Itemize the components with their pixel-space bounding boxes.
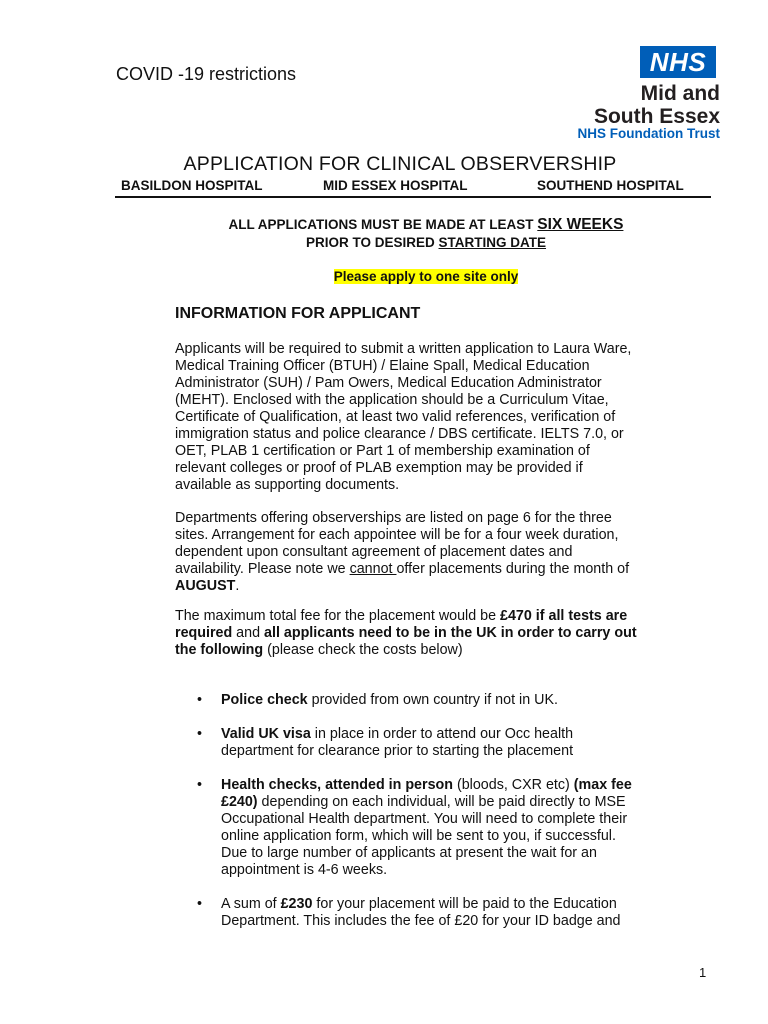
paragraph-line: relevant colleges or proof of PLAB exemption may be provided if <box>175 460 583 476</box>
logo-org-line1: Mid and <box>640 82 720 105</box>
paragraph-line <box>175 578 695 595</box>
text-run-bold: the following <box>175 642 264 658</box>
nhs-badge: NHS <box>640 46 716 78</box>
fee-paragraph <box>175 608 695 659</box>
title-divider <box>115 196 711 198</box>
apply-one-site-note: Please apply to one site only <box>333 269 519 284</box>
list-item-line <box>221 896 695 913</box>
deadline-prefix-2: PRIOR TO DESIRED <box>305 235 439 250</box>
paragraph-line <box>175 561 695 578</box>
text-run: A sum of <box>221 896 281 912</box>
paragraph-line: Administrator (SUH) / Pam Owers, Medical Education Administrator <box>175 375 602 391</box>
deadline-notice-line1 <box>0 216 768 234</box>
list-item-line <box>221 726 695 743</box>
paragraph-line <box>175 625 695 642</box>
paragraph-line: Applicants will be required to submit a written application to Laura Ware, <box>175 341 632 357</box>
application-requirements-paragraph <box>175 341 695 494</box>
logo-org-line2: South Essex <box>593 105 720 128</box>
list-item-line: Department. This includes the fee of £20 for your ID badge and <box>221 913 621 929</box>
text-run-bold: required <box>175 625 233 641</box>
list-item <box>175 896 695 930</box>
text-run: (please check the costs below) <box>263 642 463 658</box>
requirements-list <box>175 692 695 947</box>
august-emphasis: AUGUST <box>175 578 236 594</box>
apply-note-wrapper <box>0 268 768 286</box>
covid-restrictions-label: COVID -19 restrictions <box>116 64 297 84</box>
starting-date-emphasis: STARTING DATE <box>438 235 547 250</box>
paragraph-line: Certificate of Qualification, at least two valid references, verification of <box>175 409 616 425</box>
paragraph-line: available as supporting documents. <box>175 477 400 493</box>
list-item <box>175 777 695 879</box>
document-title: APPLICATION FOR CLINICAL OBSERVERSHIP <box>183 153 617 175</box>
departments-paragraph <box>175 510 695 595</box>
police-check-label: Police check <box>221 692 308 708</box>
paragraph-line: immigration status and police clearance / DBS certificate. IELTS 7.0, or <box>175 426 624 442</box>
hospital-southend: SOUTHEND HOSPITAL <box>537 178 684 193</box>
list-item-line <box>221 692 695 709</box>
paragraph-line: (MEHT). Enclosed with the application should be a Curriculum Vitae, <box>175 392 609 408</box>
uk-requirement-emphasis: all applicants need to be in the UK in order to carry out <box>264 625 637 641</box>
text-run: availability. Please note we <box>175 561 350 577</box>
list-item-line: department for clearance prior to starting the placement <box>221 743 574 759</box>
hospital-basildon: BASILDON HOSPITAL <box>121 178 263 193</box>
list-item <box>175 726 695 760</box>
paragraph-line: OET, PLAB 1 certification or Part 1 of membership examination of <box>175 443 590 459</box>
hospital-mid-essex: MID ESSEX HOSPITAL <box>323 178 468 193</box>
list-item-line: Due to large number of applicants at present the wait for an <box>221 845 597 861</box>
deadline-notice-line2 <box>0 235 768 250</box>
paragraph-line <box>175 642 695 659</box>
placement-fee-amount: £230 <box>280 896 313 912</box>
six-weeks-emphasis: SIX WEEKS <box>537 216 624 233</box>
text-run: provided from own country if not in UK. <box>307 692 558 708</box>
info-heading: INFORMATION FOR APPLICANT <box>175 305 421 322</box>
paragraph-line <box>175 608 695 625</box>
paragraph-line: Departments offering observerships are listed on page 6 for the three <box>175 510 612 526</box>
health-fee-amount: £240) <box>221 794 258 810</box>
text-run: for your placement will be paid to the Education <box>312 896 617 912</box>
bullet-icon: • <box>197 726 203 742</box>
text-run: The maximum total fee for the placement would be <box>175 608 501 624</box>
cannot-underlined: cannot <box>349 561 397 577</box>
bullet-icon: • <box>197 692 203 708</box>
list-item-line <box>221 794 695 811</box>
text-run: and <box>232 625 265 641</box>
list-item-line: appointment is 4-6 weeks. <box>221 862 388 878</box>
page-number: 1 <box>699 965 707 980</box>
text-run: in place in order to attend our Occ health <box>310 726 574 742</box>
uk-visa-label: Valid UK visa <box>221 726 311 742</box>
text-run: (bloods, CXR etc) <box>453 777 574 793</box>
list-item <box>175 692 695 709</box>
text-run: . <box>235 578 240 594</box>
paragraph-line: sites. Arrangement for each appointee will be for a four week duration, <box>175 527 619 543</box>
health-checks-label: Health checks, attended in person <box>221 777 453 793</box>
text-run-bold: (max fee <box>573 777 632 793</box>
deadline-prefix: ALL APPLICATIONS MUST BE MADE AT LEAST <box>228 217 538 232</box>
list-item-line: Occupational Health department. You will need to complete their <box>221 811 628 827</box>
bullet-icon: • <box>197 896 203 912</box>
list-item-line <box>221 777 695 794</box>
max-fee-emphasis: £470 if all tests are <box>500 608 628 624</box>
paragraph-line: Medical Training Officer (BTUH) / Elaine Spall, Medical Education <box>175 358 590 374</box>
list-item-line: online application form, which will be sent to you, if successful. <box>221 828 616 844</box>
paragraph-line: dependent upon consultant agreement of placement dates and <box>175 544 573 560</box>
text-run: offer placements during the month of <box>396 561 630 577</box>
logo-trust-name: NHS Foundation Trust <box>577 126 720 141</box>
bullet-icon: • <box>197 777 203 793</box>
text-run: depending on each individual, will be paid directly to MSE <box>257 794 626 810</box>
